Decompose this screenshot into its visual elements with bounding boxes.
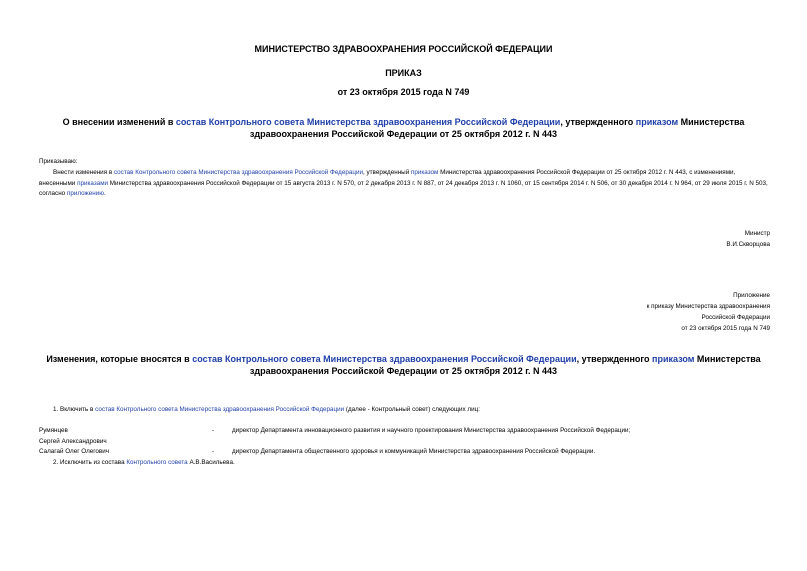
item-1 xyxy=(53,405,480,416)
paragraph-end: Министерства здравоохранения Российской Федерации от 15 августа 2013 г. N 570, от 2 декабря 2013 г. N 887, от 24 декабря 2013 г. N 1060, от 15 сентября 2014 г. N 506, от 30 декабря 2014 г. N 964, от 29 июля 2015 г. N 503, согласно xyxy=(39,179,768,197)
paragraph-mid-1: , утвержденный xyxy=(363,169,411,176)
order-title-prefix: О внесении изменений в xyxy=(62,117,176,127)
appendix-order-link[interactable]: приказом xyxy=(652,354,695,364)
member-surname: Румянцев xyxy=(39,427,68,434)
signature-name: В.И.Скворцова xyxy=(726,241,770,248)
order-paragraph xyxy=(39,168,769,200)
member-full-name: Салагай Олег Олегович xyxy=(39,448,110,455)
document-type-heading: ПРИКАЗ xyxy=(385,68,422,78)
item-1-prefix: 1. Включить в xyxy=(53,406,96,413)
order-word: Приказываю: xyxy=(39,158,78,165)
member-name xyxy=(39,426,189,447)
order-title-suffix: Министерства здравоохранения Российской Федерации от 25 октября 2012 г. N 443 xyxy=(249,117,745,139)
item-2 xyxy=(53,458,235,469)
appendix-label: Приложение xyxy=(733,292,770,299)
member-role: директор Департамента общественного здоровья и коммуникаций Министерства здравоохранения Российской Федерации. xyxy=(232,448,596,455)
item-2-prefix: 2. Исключить из состава xyxy=(53,459,127,466)
member-name xyxy=(39,447,189,458)
item-2-suffix: А.В.Васильева. xyxy=(187,459,235,466)
appendix-ref-line4: от 23 октября 2015 года N 749 xyxy=(681,325,770,332)
order-title xyxy=(50,116,757,140)
council-composition-link[interactable]: состав Контрольного совета Министерства здравоохранения Российской Федерации xyxy=(175,117,561,127)
order-date-heading: от 23 октября 2015 года N 749 xyxy=(337,87,470,97)
appendix-title xyxy=(40,353,767,377)
appendix-ref-line3: Российской Федерации xyxy=(701,314,770,321)
member-dash: - xyxy=(212,427,215,434)
ministry-heading: МИНИСТЕРСТВО ЗДРАВООХРАНЕНИЯ РОССИЙСКОЙ ФЕДЕРАЦИИ xyxy=(254,44,553,54)
paragraph-orders-link[interactable]: приказами xyxy=(77,179,109,187)
signature-position: Министр xyxy=(744,230,770,237)
order-link[interactable]: приказом xyxy=(635,117,679,127)
order-title-mid: , утвержденного xyxy=(560,117,636,127)
member-role: директор Департамента инновационного развития и научного проектирования Министерства здравоохранения Российской Федерации; xyxy=(232,427,631,434)
paragraph-final: . xyxy=(103,190,106,197)
member-given-names: Сергей Александрович xyxy=(39,437,107,445)
item-1-suffix: (далее - Контрольный совет) следующих лиц: xyxy=(344,406,480,413)
item-2-council-link[interactable]: Контрольного совета xyxy=(126,459,188,466)
appendix-link[interactable]: приложению xyxy=(66,190,104,197)
paragraph-mid-2: Министерства здравоохранения Российской Федерации от 25 октября 2012 г. N 443, с изменениями, внесенными xyxy=(39,169,736,187)
paragraph-start: Внести изменения в xyxy=(53,169,114,176)
appendix-title-mid: , утвержденного xyxy=(576,354,653,364)
paragraph-order-link[interactable]: приказом xyxy=(410,169,439,176)
appendix-ref-line2: к приказу Министерства здравоохранения xyxy=(646,303,770,310)
appendix-council-link[interactable]: состав Контрольного совета Министерства здравоохранения Российской Федерации xyxy=(192,354,577,364)
member-dash: - xyxy=(212,448,215,455)
appendix-title-prefix: Изменения, которые вносятся в xyxy=(46,354,193,364)
paragraph-council-link[interactable]: состав Контрольного совета Министерства здравоохранения Российской Федерации xyxy=(113,169,364,176)
item-1-council-link[interactable]: состав Контрольного совета Министерства здравоохранения Российской Федерации xyxy=(95,406,345,413)
appendix-title-suffix: Министерства здравоохранения Российской Федерации от 25 октября 2012 г. N 443 xyxy=(249,354,761,376)
